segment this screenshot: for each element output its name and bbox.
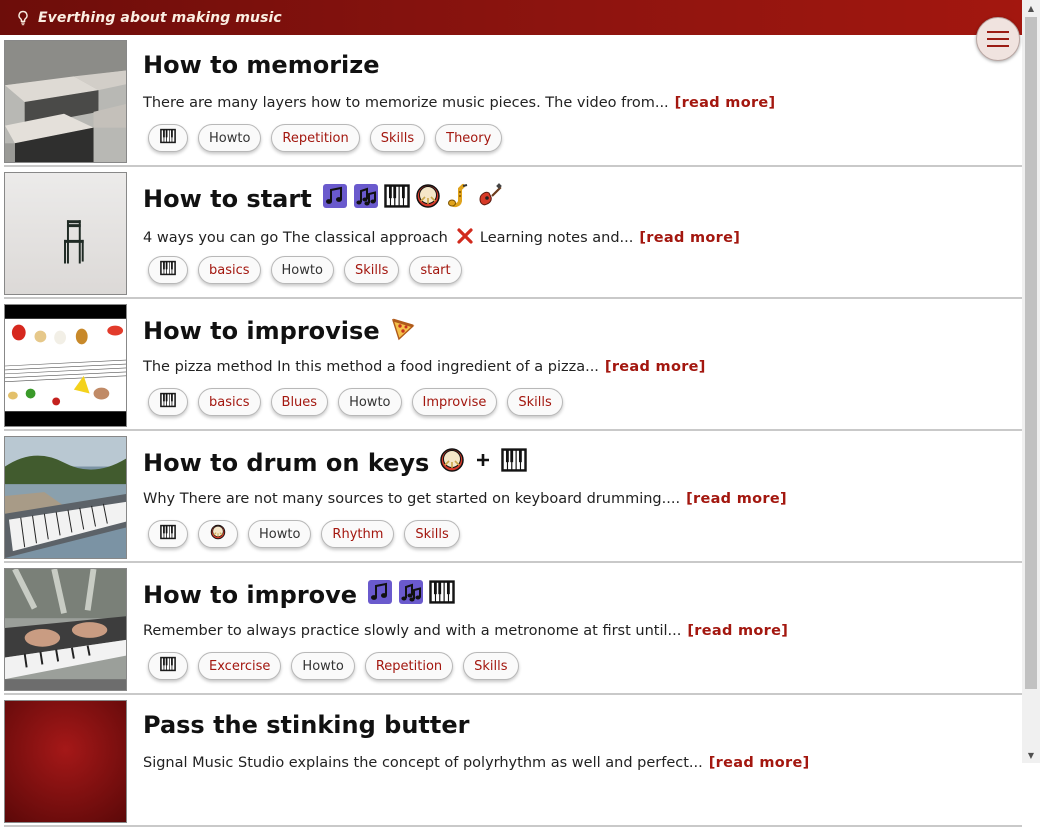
read-more-link[interactable]: [read more] — [639, 230, 741, 246]
hamburger-menu-button[interactable] — [976, 17, 1020, 61]
tag-skills-button[interactable]: Skills — [404, 520, 459, 548]
post-title-text[interactable]: How to memorize — [143, 51, 380, 79]
post-title[interactable] — [143, 183, 503, 215]
tag-basics-button[interactable]: basics — [198, 388, 261, 416]
tag-howto-button[interactable]: Howto — [291, 652, 354, 680]
music-note-icon — [367, 579, 393, 611]
piano-keys-icon — [160, 128, 176, 148]
post-excerpt-text: The pizza method In this method a food ingredient of a pizza... — [143, 359, 599, 375]
drum-icon — [210, 524, 226, 544]
tag-repetition-button[interactable]: Repetition — [365, 652, 453, 680]
tag-piano-keys-button[interactable] — [148, 124, 188, 152]
post-excerpt-text: Signal Music Studio explains the concept of polyrhythm as well and perfect... — [143, 755, 703, 771]
top-bar — [0, 0, 1022, 35]
tag-rhythm-button[interactable]: Rhythm — [321, 520, 394, 548]
post-card — [4, 433, 1022, 563]
post-excerpt-text: Learning notes and... — [479, 230, 634, 246]
post-title-text[interactable]: How to drum on keys — [143, 449, 430, 477]
piano-keys-icon — [160, 656, 176, 676]
piano-keys-icon — [429, 579, 455, 611]
read-more-link[interactable]: [read more] — [686, 491, 787, 507]
pizza-icon — [390, 315, 416, 347]
post-title-text[interactable]: How to improve — [143, 581, 358, 609]
concrete-blocks-image[interactable] — [4, 40, 127, 163]
post-card — [4, 169, 1022, 299]
piano-keys-icon — [384, 183, 410, 215]
tag-piano-keys-button[interactable] — [148, 520, 188, 548]
tag-list — [148, 388, 563, 416]
tag-excercise-button[interactable]: Excercise — [198, 652, 281, 680]
tag-howto-button[interactable]: Howto — [338, 388, 401, 416]
tag-start-button[interactable]: start — [409, 256, 461, 284]
piano-keys-icon — [501, 447, 527, 479]
saxophone-icon — [446, 183, 472, 215]
scroll-up-arrow-icon[interactable]: ▲ — [1027, 3, 1035, 13]
red-texture-image[interactable] — [4, 700, 127, 823]
post-title[interactable] — [143, 579, 455, 611]
music-notes-icon — [398, 579, 424, 611]
chair-image[interactable] — [4, 172, 127, 295]
tag-list — [148, 124, 502, 152]
post-title[interactable] — [143, 447, 527, 479]
keyboard-river-image[interactable] — [4, 436, 127, 559]
piano-keys-icon — [160, 260, 176, 280]
tag-drum-button[interactable] — [198, 520, 238, 548]
post-title-text[interactable]: How to improvise — [143, 317, 380, 345]
tag-basics-button[interactable]: basics — [198, 256, 261, 284]
tag-theory-button[interactable]: Theory — [435, 124, 502, 152]
post-excerpt-text: 4 ways you can go The classical approach — [143, 230, 448, 246]
post-excerpt — [143, 227, 740, 249]
drum-icon — [439, 447, 465, 479]
post-card — [4, 565, 1022, 695]
tag-list — [148, 256, 462, 284]
tag-blues-button[interactable]: Blues — [271, 388, 329, 416]
tag-list — [148, 520, 460, 548]
post-list — [4, 37, 1022, 829]
read-more-link[interactable]: [read more] — [604, 359, 706, 375]
site-title[interactable]: Everthing about making music — [38, 9, 282, 26]
post-title[interactable] — [143, 315, 416, 347]
drum-icon — [415, 183, 441, 215]
tag-skills-button[interactable]: Skills — [507, 388, 562, 416]
post-excerpt-text: Remember to always practice slowly and with a metronome at first until... — [143, 623, 682, 639]
post-excerpt — [143, 95, 775, 111]
music-notes-icon — [353, 183, 379, 215]
tag-repetition-button[interactable]: Repetition — [271, 124, 359, 152]
tag-howto-button[interactable]: Howto — [248, 520, 311, 548]
post-excerpt — [143, 359, 706, 375]
lightbulb-icon — [16, 10, 30, 26]
post-title[interactable] — [143, 711, 469, 739]
cross-mark-icon — [456, 227, 474, 249]
post-title-text[interactable]: Pass the stinking butter — [143, 711, 470, 739]
tag-piano-keys-button[interactable] — [148, 388, 188, 416]
piano-keys-icon — [160, 392, 176, 412]
scrollbar-thumb[interactable] — [1025, 17, 1037, 689]
post-card — [4, 301, 1022, 431]
post-excerpt — [143, 755, 810, 771]
post-excerpt-text: Why There are not many sources to get started on keyboard drumming.... — [143, 491, 681, 507]
tag-piano-keys-button[interactable] — [148, 652, 188, 680]
tag-piano-keys-button[interactable] — [148, 256, 188, 284]
tag-skills-button[interactable]: Skills — [463, 652, 518, 680]
post-title-text[interactable]: How to start — [143, 185, 312, 213]
scroll-down-arrow-icon[interactable]: ▼ — [1027, 750, 1035, 760]
post-excerpt — [143, 623, 788, 639]
post-card — [4, 697, 1022, 827]
read-more-link[interactable]: [read more] — [687, 623, 789, 639]
scrollbar[interactable] — [1022, 0, 1040, 763]
tag-list — [148, 652, 519, 680]
post-card — [4, 37, 1022, 167]
post-excerpt — [143, 491, 787, 507]
plus-icon — [470, 447, 496, 479]
post-excerpt-text: There are many layers how to memorize music pieces. The video from... — [143, 95, 669, 111]
tag-skills-button[interactable]: Skills — [370, 124, 425, 152]
read-more-link[interactable]: [read more] — [708, 755, 810, 771]
read-more-link[interactable]: [read more] — [674, 95, 776, 111]
hamburger-menu-icon — [987, 31, 1009, 33]
tag-howto-button[interactable]: Howto — [271, 256, 334, 284]
tag-skills-button[interactable]: Skills — [344, 256, 399, 284]
post-title[interactable] — [143, 51, 380, 79]
tag-improvise-button[interactable]: Improvise — [412, 388, 498, 416]
hands-piano-image[interactable] — [4, 568, 127, 691]
tag-howto-button[interactable]: Howto — [198, 124, 261, 152]
guitar-icon — [477, 183, 503, 215]
food-notes-image[interactable] — [4, 304, 127, 427]
piano-keys-icon — [160, 524, 176, 544]
music-note-icon — [322, 183, 348, 215]
